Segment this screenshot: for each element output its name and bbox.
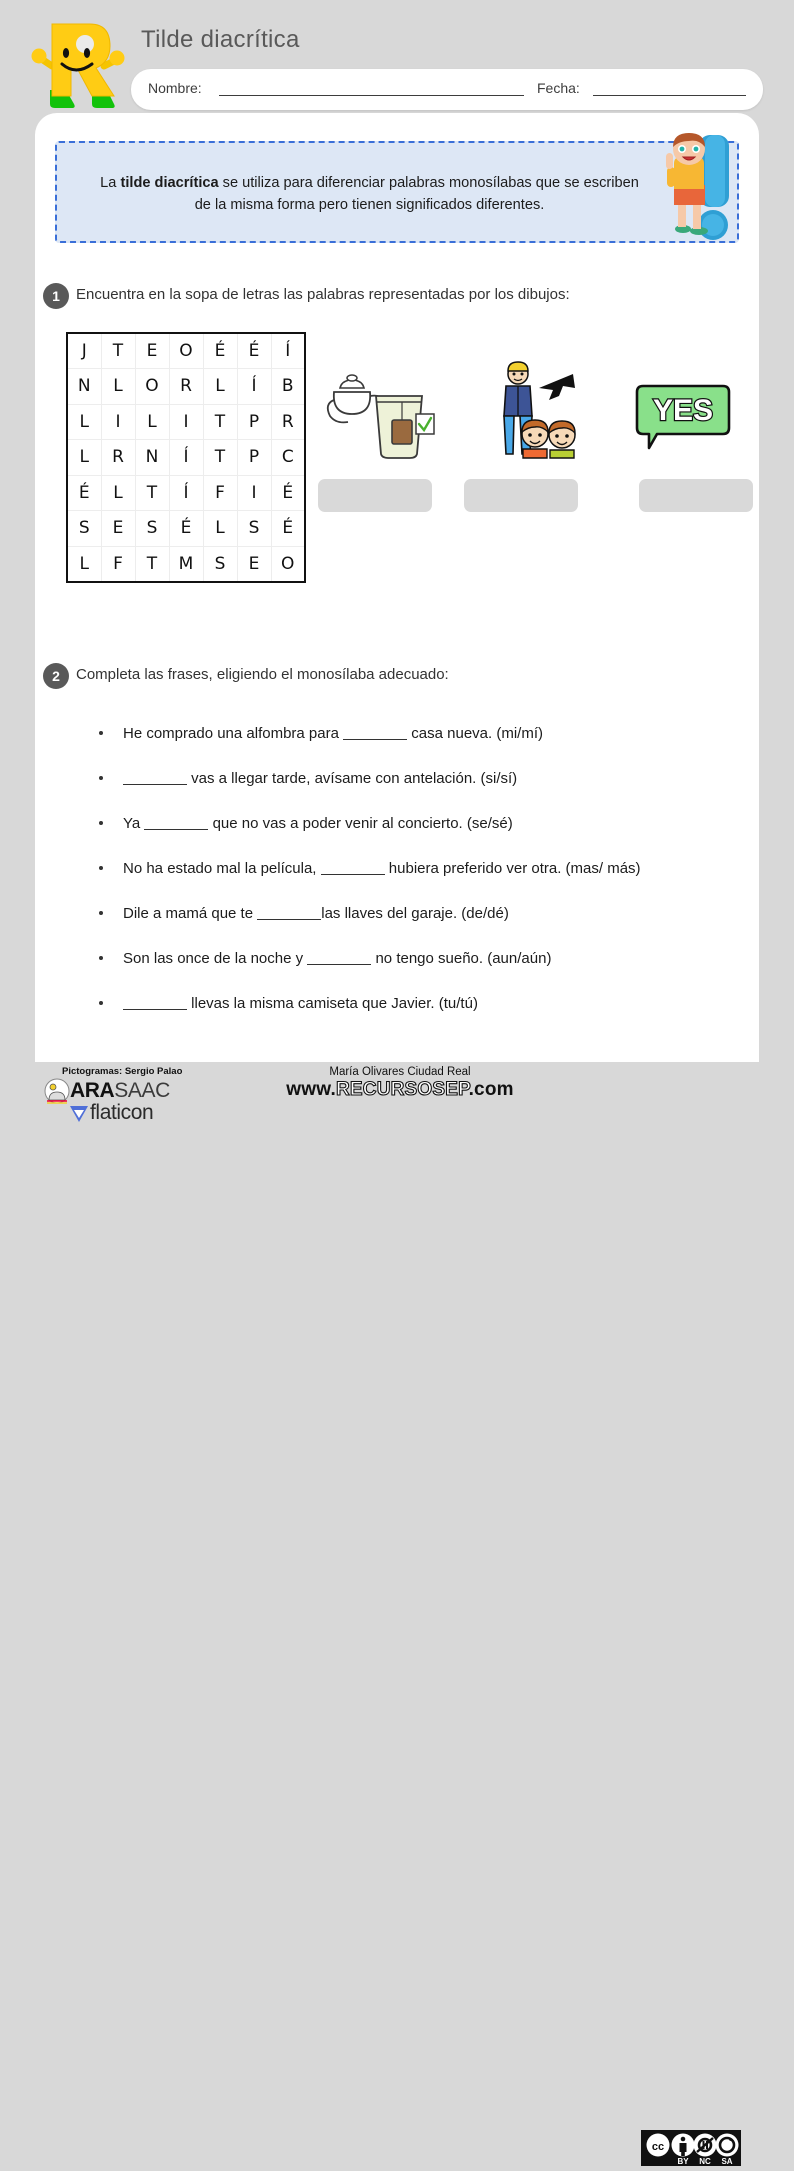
worksheet-card xyxy=(35,113,759,1062)
sentence-text-after: las llaves del garaje. (de/dé) xyxy=(321,905,509,922)
sentence-blank[interactable] xyxy=(144,829,208,830)
sentence-text-before: Dile a mamá que te xyxy=(123,905,258,922)
word-search-row xyxy=(67,511,305,547)
info-text xyxy=(97,172,642,216)
word-search-body xyxy=(67,333,305,582)
word-search-cell[interactable]: I xyxy=(101,404,135,440)
author-name: María Olivares Ciudad Real xyxy=(329,1066,471,1078)
name-date-bar xyxy=(131,69,763,110)
word-search-cell[interactable]: L xyxy=(67,404,101,440)
word-search-cell[interactable]: S xyxy=(67,511,101,547)
arasaac-block xyxy=(44,1066,234,1125)
sentence-text-after: casa nueva. (mi/mí) xyxy=(407,725,543,742)
pictogram-item-3 xyxy=(605,358,745,512)
exercise-2-instruction: Completa las frases, eligiendo el monosílaba adecuado: xyxy=(76,666,449,683)
sentence-text-after: hubiera preferido ver otra. (mas/ más) xyxy=(384,860,641,877)
word-search-cell[interactable]: O xyxy=(135,369,169,405)
sentence-text-after: no tengo sueño. (aun/aún) xyxy=(371,950,552,967)
boy-exclamation-icon xyxy=(647,133,743,249)
flaticon-logo xyxy=(68,1101,234,1125)
word-search-row xyxy=(67,369,305,405)
page-header xyxy=(0,0,794,118)
sentence-blank[interactable] xyxy=(343,739,407,740)
word-search-cell[interactable]: E xyxy=(237,546,271,582)
info-box xyxy=(55,141,739,243)
word-search-cell[interactable]: T xyxy=(135,546,169,582)
word-search-cell[interactable]: Í xyxy=(169,440,203,476)
word-search-cell[interactable]: R xyxy=(271,404,305,440)
sentence-list xyxy=(65,725,755,1040)
creative-commons-by-nc-sa-icon xyxy=(641,2130,741,2166)
sentence-item xyxy=(65,950,755,995)
word-search-row xyxy=(67,404,305,440)
man-pointing-arrow-icon xyxy=(461,358,601,463)
word-search-cell[interactable]: T xyxy=(203,404,237,440)
word-search-cell[interactable]: R xyxy=(101,440,135,476)
exercise-1-number: 1 xyxy=(43,283,69,309)
word-search-cell[interactable]: S xyxy=(237,511,271,547)
fecha-label: Fecha: xyxy=(537,80,580,96)
info-text-after: se utiliza para diferenciar palabras monosílabas que se escriben de la misma forma pero tienen significados diferentes. xyxy=(194,175,639,213)
sentence-item xyxy=(65,905,755,950)
info-text-before: La xyxy=(100,175,121,191)
svg-text:BY: BY xyxy=(677,2157,689,2166)
answer-box-3[interactable] xyxy=(639,479,753,512)
sentence-item xyxy=(65,995,755,1040)
word-search-cell[interactable]: P xyxy=(237,404,271,440)
r-mascot-logo-icon xyxy=(26,14,130,118)
word-search-cell[interactable]: É xyxy=(169,511,203,547)
sentence-blank[interactable] xyxy=(321,874,385,875)
word-search-cell[interactable]: F xyxy=(203,475,237,511)
word-search-cell[interactable]: I xyxy=(237,475,271,511)
nombre-input-line[interactable] xyxy=(219,95,524,96)
pictogram-item-2 xyxy=(461,358,601,512)
sentence-blank[interactable] xyxy=(123,1009,187,1010)
sentence-text-before: No ha estado mal la película, xyxy=(123,860,321,877)
svg-text:cc: cc xyxy=(651,2141,665,2153)
website-www: www. xyxy=(286,1079,336,1100)
bullet-icon xyxy=(99,866,103,870)
bullet-icon xyxy=(99,776,103,780)
svg-text:NC: NC xyxy=(699,2157,711,2166)
arasaac-symbol-icon xyxy=(44,1078,70,1104)
word-search-cell[interactable]: T xyxy=(135,475,169,511)
nombre-label: Nombre: xyxy=(148,80,202,96)
word-search-row xyxy=(67,333,305,369)
sentence-blank[interactable] xyxy=(257,919,321,920)
info-text-bold: tilde diacrítica xyxy=(120,175,219,191)
author-block xyxy=(250,1066,550,1101)
word-search-row xyxy=(67,546,305,582)
word-search-cell[interactable]: É xyxy=(203,333,237,369)
pictogram-item-1 xyxy=(318,358,458,512)
answer-box-1[interactable] xyxy=(318,479,432,512)
website-url xyxy=(250,1079,550,1101)
word-search-cell[interactable]: C xyxy=(271,440,305,476)
website-tld: .com xyxy=(468,1079,514,1100)
bullet-icon xyxy=(99,821,103,825)
word-search-row xyxy=(67,440,305,476)
word-search-cell[interactable]: B xyxy=(271,369,305,405)
word-search-cell[interactable]: É xyxy=(271,475,305,511)
arasaac-credit: Pictogramas: Sergio Palao xyxy=(62,1066,183,1077)
word-search-cell[interactable]: L xyxy=(203,369,237,405)
word-search-cell[interactable]: L xyxy=(67,440,101,476)
sentence-text-after: que no vas a poder venir al concierto. (se/sé) xyxy=(208,815,513,832)
yes-speech-bubble-icon xyxy=(605,358,745,463)
word-search-cell[interactable]: P xyxy=(237,440,271,476)
sentence-text-before: Son las once de la noche y xyxy=(123,950,308,967)
svg-text:SA: SA xyxy=(721,2157,733,2166)
word-search-cell[interactable]: L xyxy=(101,369,135,405)
bullet-icon xyxy=(99,731,103,735)
sentence-text-after: vas a llegar tarde, avísame con antelación. (si/sí) xyxy=(187,770,518,787)
arasaac-name xyxy=(70,1079,170,1103)
word-search-cell[interactable]: É xyxy=(271,511,305,547)
word-search-cell[interactable]: Í xyxy=(237,369,271,405)
bullet-icon xyxy=(99,956,103,960)
website-name: RECURSOSEP xyxy=(335,1079,469,1100)
answer-box-2[interactable] xyxy=(464,479,578,512)
word-search-cell[interactable]: É xyxy=(67,475,101,511)
word-search-cell[interactable]: E xyxy=(135,333,169,369)
word-search-cell[interactable]: S xyxy=(135,511,169,547)
word-search-row xyxy=(67,475,305,511)
word-search-grid[interactable] xyxy=(66,332,306,583)
sentence-item xyxy=(65,815,755,860)
teapot-tea-cup-icon xyxy=(318,358,458,463)
fecha-input-line[interactable] xyxy=(593,95,746,96)
flaticon-symbol-icon xyxy=(68,1102,90,1124)
sentence-text-before: He comprado una alfombra para xyxy=(123,725,344,742)
sentence-text-after: llevas la misma camiseta que Javier. (tu/tú) xyxy=(187,995,478,1012)
sentence-item xyxy=(65,860,755,905)
word-search-cell[interactable]: O xyxy=(271,546,305,582)
word-search-cell[interactable]: É xyxy=(237,333,271,369)
word-search-cell[interactable]: J xyxy=(67,333,101,369)
bullet-icon xyxy=(99,1001,103,1005)
word-search-cell[interactable]: N xyxy=(67,369,101,405)
word-search-cell[interactable]: T xyxy=(101,333,135,369)
word-search-cell[interactable]: L xyxy=(135,404,169,440)
exercise-1-instruction: Encuentra en la sopa de letras las palabras representadas por los dibujos: xyxy=(76,286,570,303)
sentence-item xyxy=(65,725,755,770)
bullet-icon xyxy=(99,911,103,915)
sentence-blank[interactable] xyxy=(123,784,187,785)
word-search-cell[interactable]: L xyxy=(203,511,237,547)
word-search-cell[interactable]: F xyxy=(101,546,135,582)
word-search-cell[interactable]: S xyxy=(203,546,237,582)
word-search-cell[interactable]: I xyxy=(169,404,203,440)
word-search-cell[interactable]: T xyxy=(203,440,237,476)
flaticon-name: flaticon xyxy=(90,1101,154,1124)
word-search-cell[interactable]: N xyxy=(135,440,169,476)
arasaac-bold: ARA xyxy=(70,1079,115,1102)
sentence-item xyxy=(65,770,755,815)
word-search-cell[interactable]: L xyxy=(101,475,135,511)
word-search-cell[interactable]: O xyxy=(169,333,203,369)
word-search-cell[interactable]: M xyxy=(169,546,203,582)
sentence-blank[interactable] xyxy=(307,964,371,965)
page-title: Tilde diacrítica xyxy=(141,26,300,53)
word-search-cell[interactable]: Í xyxy=(169,475,203,511)
word-search-cell[interactable]: R xyxy=(169,369,203,405)
word-search-cell[interactable]: E xyxy=(101,511,135,547)
word-search-cell[interactable]: L xyxy=(67,546,101,582)
word-search-cell[interactable]: Í xyxy=(271,333,305,369)
page-footer xyxy=(0,1062,794,2166)
sentence-text-before: Ya xyxy=(123,815,145,832)
exercise-2-number: 2 xyxy=(43,663,69,689)
svg-text:YES: YES xyxy=(652,394,714,427)
arasaac-light: SAAC xyxy=(114,1079,170,1102)
